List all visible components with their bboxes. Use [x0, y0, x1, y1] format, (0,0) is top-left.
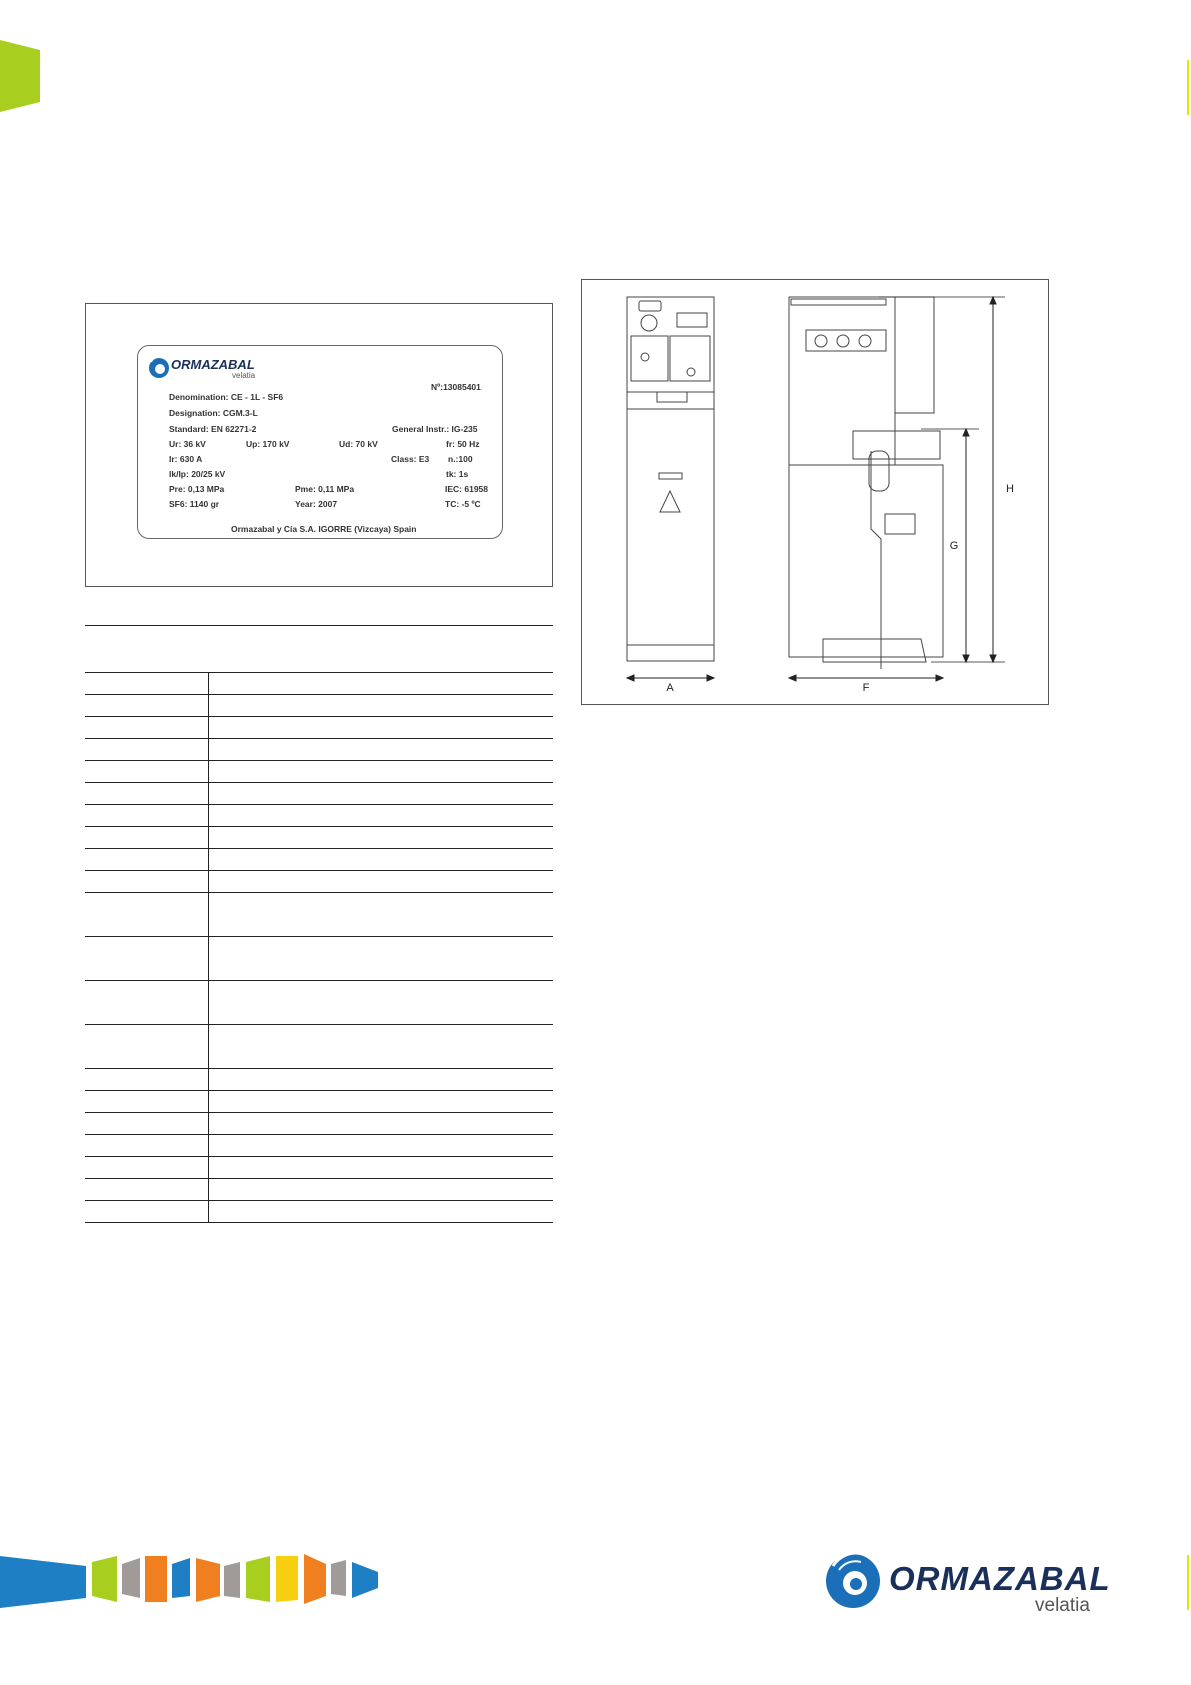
table-cell [209, 783, 554, 805]
table-cell [209, 827, 554, 849]
table-cell [209, 893, 554, 937]
side-cabinet-top [789, 297, 895, 465]
nameplate-general-instr: General Instr.: IG-235 [392, 424, 478, 434]
table-cell [209, 1069, 554, 1091]
table-cell [85, 717, 209, 739]
table-row [85, 761, 553, 783]
table-cell [209, 981, 554, 1025]
table-row [85, 717, 553, 739]
table-cell [209, 1025, 554, 1069]
switchgear-drawing [581, 279, 1049, 705]
nameplate-manufacturer: Ormazabal y Cía S.A. IGORRE (Vizcaya) Spain [231, 524, 417, 534]
table-row [85, 805, 553, 827]
nameplate-designation: Designation: CGM.3-L [169, 408, 258, 418]
right-edge-mark [1187, 1555, 1189, 1610]
table-cell [85, 739, 209, 761]
table-cell [209, 1179, 554, 1201]
dimension-label-a: A [666, 682, 674, 694]
dimension-label-g: G [949, 540, 959, 552]
spec-table [85, 672, 553, 1223]
table-cell [85, 673, 209, 695]
ormazabal-logo-icon [825, 1548, 895, 1620]
right-edge-mark [1187, 60, 1189, 115]
footer-brand-sub: velatia [1035, 1595, 1090, 1616]
table-row [85, 937, 553, 981]
nameplate-fr: fr: 50 Hz [446, 439, 480, 449]
table-cell [209, 805, 554, 827]
nameplate-up: Up: 170 kV [246, 439, 290, 449]
table-row [85, 1025, 553, 1069]
nameplate [137, 345, 503, 539]
table-cell [85, 805, 209, 827]
table-cell [209, 717, 554, 739]
table-cell [209, 739, 554, 761]
table-cell [209, 673, 554, 695]
table-cell [209, 761, 554, 783]
table-cell [209, 1091, 554, 1113]
table-row [85, 739, 553, 761]
nameplate-ir: Ir: 630 A [169, 454, 203, 464]
nameplate-ik: Ik/Ip: 20/25 kV [169, 469, 226, 479]
table-cell [85, 937, 209, 981]
nameplate-class: Class: E3 [391, 454, 430, 464]
table-cell [209, 871, 554, 893]
table-row [85, 673, 553, 695]
table-cell [85, 695, 209, 717]
table-cell [85, 1069, 209, 1091]
table-row [85, 827, 553, 849]
nameplate-n: n.:100 [448, 454, 473, 464]
table-row [85, 783, 553, 805]
table-row [85, 1113, 553, 1135]
side-cabinet-bottom [789, 465, 943, 657]
nameplate-number: Nº:13085401 [431, 382, 481, 392]
table-cell [85, 1157, 209, 1179]
table-cell [85, 981, 209, 1025]
table-row [85, 871, 553, 893]
dimension-label-f: F [862, 682, 870, 694]
nameplate-denomination: Denomination: CE - 1L - SF6 [169, 392, 284, 402]
table-cell [85, 1091, 209, 1113]
nameplate-brand-sub: velatia [232, 371, 256, 380]
table-row [85, 1091, 553, 1113]
nameplate-brand: ORMAZABAL [171, 357, 255, 372]
table-cell [209, 849, 554, 871]
table-row [85, 981, 553, 1025]
table-cell [209, 695, 554, 717]
nameplate-pme: Pme: 0,11 MPa [295, 484, 355, 494]
table-cell [85, 783, 209, 805]
table-cell [85, 1201, 209, 1223]
table-row [85, 1201, 553, 1223]
section-rule [85, 625, 553, 626]
table-row [85, 695, 553, 717]
table-row [85, 1069, 553, 1091]
table-cell [209, 937, 554, 981]
table-cell [209, 1201, 554, 1223]
nameplate-ur: Ur: 36 kV [169, 439, 206, 449]
footer-logo [825, 1548, 1111, 1625]
table-cell [85, 827, 209, 849]
table-cell [85, 1179, 209, 1201]
nameplate-ud: Ud: 70 kV [339, 439, 378, 449]
table-row [85, 893, 553, 937]
nameplate-tc: TC: -5 ºC [445, 499, 481, 509]
corner-tab-decoration [0, 40, 42, 112]
nameplate-tk: tk: 1s [446, 469, 469, 479]
table-cell [85, 849, 209, 871]
table-cell [85, 1113, 209, 1135]
nameplate-iec: IEC: 61958 [445, 484, 488, 494]
footer-color-stripe [0, 1552, 380, 1608]
table-cell [209, 1157, 554, 1179]
table-row [85, 1135, 553, 1157]
table-cell [85, 761, 209, 783]
nameplate-standard: Standard: EN 62271-2 [169, 424, 257, 434]
footer-brand: ORMAZABAL [889, 1560, 1111, 1597]
nameplate-year: Year: 2007 [295, 499, 338, 509]
table-row [85, 1179, 553, 1201]
nameplate-sf6: SF6: 1140 gr [169, 499, 220, 509]
table-row [85, 1157, 553, 1179]
table-cell [85, 871, 209, 893]
table-cell [209, 1113, 554, 1135]
dimension-label-h: H [1006, 483, 1014, 495]
table-row [85, 849, 553, 871]
table-cell [85, 1025, 209, 1069]
nameplate-pre: Pre: 0,13 MPa [169, 484, 225, 494]
table-cell [209, 1135, 554, 1157]
table-cell [85, 1135, 209, 1157]
table-cell [85, 893, 209, 937]
